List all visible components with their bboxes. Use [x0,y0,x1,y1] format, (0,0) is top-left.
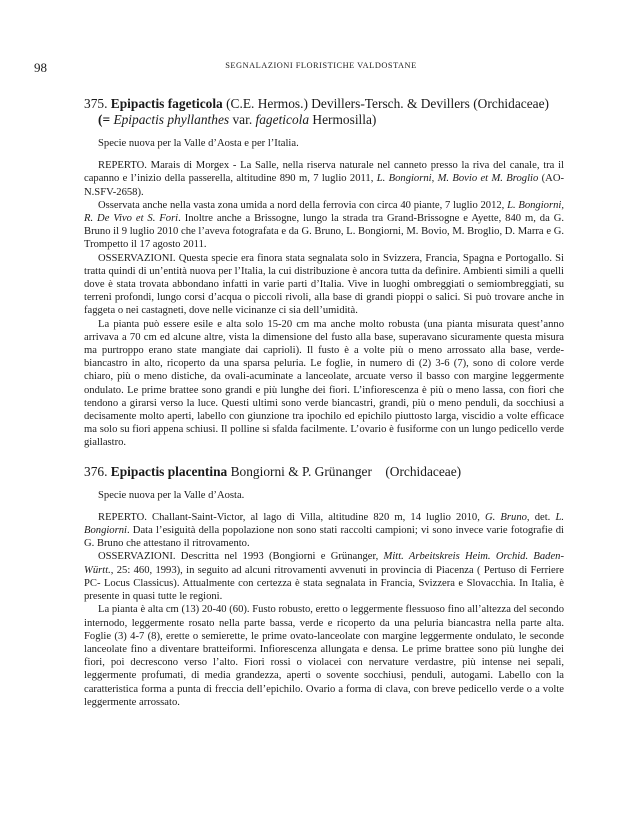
entry-title [84,464,564,480]
osservazioni-paragraph: OSSERVAZIONI. Questa specie era finora stata segnalata solo in Svizzera, Francia, Spagna e Portogallo. Si tratta quindi di un’entità nuova per l’Italia, la cui distribuzione è ancora tutta da definire. Ambienti simili a quelli dove è stata trovata abbondano infatti in varie parti d’Italia. Vive in luoghi ombreggiati o semiombreggiati, su terreni profondi, lungo corsi d’acqua o piccoli rivoli, alla base di grandi pioppi o salici. Si può trovare anche in faggeta o nei castagneti, dove nelle vicinanze ci sia dell’umidità. [84,252,564,317]
reperto-collectors: L. Bongiorni, M. Bovio et M. Broglio [376,173,539,185]
synonym-name: Epipactis phyllanthes [113,112,230,127]
reperto-text: REPERTO. Marais di Morgex - La Salle, nella riserva naturale nel canneto presso la riva del canale, tra il capanno e l’inizio della passerella, altitudine 890 m, 7 luglio 2011, [84,160,564,185]
species-name: Epipactis placentina [110,463,228,479]
entry-376 [84,464,564,709]
oss-journal: Mitt. Arbeitskreis Heim. Orchid. Baden-Württ. [84,551,564,576]
synonym-var: var. [229,112,256,127]
obs-collectors: L. Bongiorni, R. De Vivo et S. Fori [84,199,564,225]
oss-text-continued: , 25: 460, 1993), in seguito ad alcuni ritrovamenti avvenuti in provincia di Piacenza ( Pertuso di Ferriere PC- Locus Classicus). Attualmente con certezza è stata segnalata in Francia, Svizzera e Slovacchia. In Italia, è presente in quasi tutte le regioni. [84,564,564,603]
entry-number: 376. [84,463,108,479]
reperto-determiner: L. Bongiorni [84,511,564,537]
page-number: 98 [34,60,47,75]
entry-375 [84,96,564,450]
species-name: Epipactis fageticola [110,96,223,111]
additional-observations [84,199,564,252]
obs-text: Osservata anche nella vasta zona umida a nord della ferrovia con circa 40 piante, 7 luglio 2012, [98,199,508,211]
reperto-herbarium: (AO-N.SFV-2658). [84,173,565,198]
running-title: SEGNALAZIONI FLORISTICHE VALDOSTANE [225,61,417,70]
reperto-collector: G. Bruno [485,511,527,523]
oss-text: OSSERVAZIONI. Descritta nel 1993 (Bongiorni e Grünanger, [98,551,384,563]
description-paragraph: La pianta è alta cm (13) 20-40 (60). Fusto robusto, eretto o leggermente flessuoso fino all’altezza del secondo internodo, leggermente rosato nella parte bassa, verde e ricoperto da una peluria biancastra nella parte alta. Foglie (3) 4-7 (8), erette o semierette, le prime ovato-lanceolate con margine leggermente ondulato, le seconde lanceolate fino a diventare bratteiformi. Infiorescenza allungata e densa. Le prime brattee sono più lunghe dei fiori, poi decrescono verso l’alto. Fiori rossi o violacei con nervature verdastre, più intense nei sepali, leggermente profumati, di media grandezza, aperti o sovente socchiusi, penduli, autogami. Labello con la caratteristica forma a punta di freccia dell’epichilo. Ovario a forma di clava, con breve pedicello verde o a volte leggermente arrossato. [84,604,564,708]
species-authority: Bongiorni & P. Grünanger (Orchidaceae) [227,463,462,479]
description-paragraph: La pianta può essere esile e alta solo 15-20 cm ma anche molto robusta (una pianta misurata quest’anno arrivava a 70 cm ed alcune altre, vista la dimensione del fusto alla base, superavano sicuramente questa misura ma purtroppo erano state mangiate dai caprioli). Il fusto è a volte più o meno arrossato alla base, verde-biancastro in alto, ricoperto da una sparsa peluria. Le foglie, in numero di (2) 3-6 (7), sono di colore verde chiaro, più o meno distiche, da ovali-acuminate a lanceolate, arcuate verso il basso con margine leggermente ondulato. Le prime brattee sono grandi e più lunghe dei fiori. L’infiorescenza è più o meno lassa, con fiori che tendono a girarsi verso la luce. Questi ultimi sono verde biancastri, grandi, più o meno penduli, da socchiusi a decisamente molto aperti, labello con giunzione tra ipochilo ed epichilo piuttosto larga, viscidio a volte efficace ma solo su fiori appena schiusi. Il polline si sfalda facilmente. L’ovario è fusiforme con un lungo pedicello verde giallastro. [84,318,564,449]
entry-title [84,96,564,112]
novelty-note: Specie nuova per la Valle d’Aosta. [98,489,245,501]
reperto-text-continued: . Data l’esiguità della popolazione non sono stati raccolti campioni; vi sono invece varie fotografie di G. Bruno che attestano il ritrovamento. [84,525,564,550]
reperto-det-label: , det. [526,511,556,523]
reperto-paragraph [84,159,564,199]
obs-text-continued: . Inoltre anche a Brissogne, lungo la strada tra Grand-Brissogne e Ayette, 840 m, da G. Bruno il 9 luglio 2010 che l’aveva fotografata e da G. Bruno, L. Bongiorni, M. Bovio, M. Broglio, D. Marra e G. Trompetto il 17 agosto 2011. [84,213,564,251]
synonym-epithet: fageticola [255,112,310,127]
reperto-text: REPERTO. Challant-Saint-Victor, al lago di Villa, altitudine 820 m, 14 luglio 2010, [98,511,485,523]
synonym-close: Hermosilla) [309,112,377,127]
synonym-open: (= [98,112,114,127]
synonym-line [84,112,564,128]
osservazioni-paragraph [84,550,564,603]
page-body [84,96,564,709]
reperto-paragraph [84,511,564,551]
entry-number: 375. [84,96,108,111]
novelty-note: Specie nuova per la Valle d’Aosta e per l’Italia. [98,138,299,149]
species-authority: (C.E. Hermos.) Devillers-Tersch. & Devillers (Orchidaceae) [222,96,550,111]
